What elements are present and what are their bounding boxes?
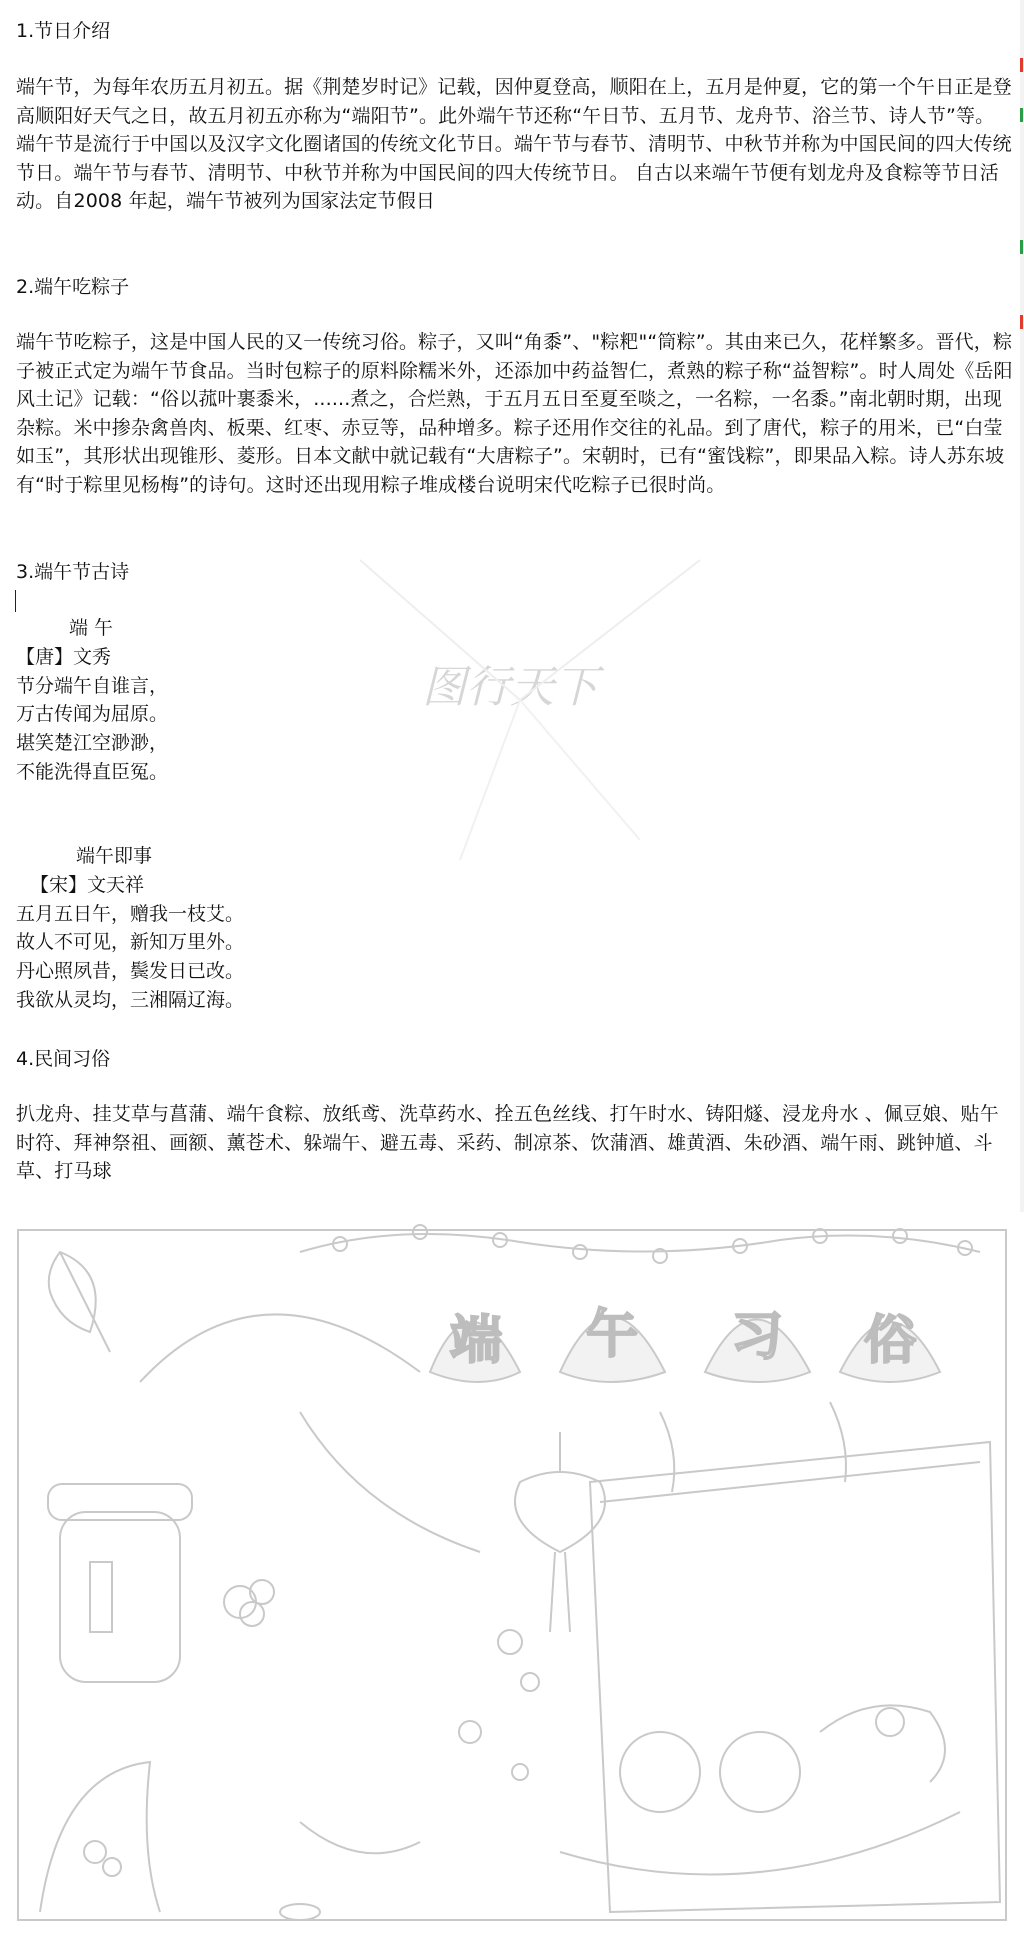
scroll-mark — [1020, 315, 1023, 329]
scroll-mark — [1020, 58, 1023, 72]
title-char: 午 — [585, 1305, 639, 1365]
poem-line: 节分端午自谁言， — [16, 674, 169, 697]
poem-title: 端 午 — [69, 617, 114, 639]
poem-line: 五月五日午，赠我一枝艾。 — [16, 902, 245, 925]
text-cursor — [15, 590, 16, 612]
scroll-mark — [1020, 108, 1023, 122]
section-paragraph: 端午节，为每年农历五月初五。据《荆楚岁时记》记载，因仲夏登高，顺阳在上，五月是仲夏，它的第一个午日正是登高顺阳好天气之日，故五月初五亦称为“端阳节”。此外端午节还称“午日节、五月节、龙舟节、浴兰节、诗人节”等。 端午节是流行于中国以及汉字文化圈诸国的传统文化节日。端午节与春节、清明节、中秋节并称为中国民间的四大传统节日。端午节与春节、清明节、中秋节并称为中国民间的四大传统节日。 自古以来端午节便有划龙舟及食粽等节日活动。自2008 年起，端午节被列为国家法定节假日 — [16, 76, 1012, 213]
watermark-text: 图行天下 — [422, 662, 598, 713]
title-char: 俗 — [863, 1311, 917, 1371]
watermark-logo — [390, 650, 630, 730]
poem-block — [16, 842, 244, 1015]
section-heading: 4.民间习俗 — [16, 1048, 111, 1070]
poem-line: 故人不可见，新知万里外。 — [16, 931, 245, 954]
title-char: 习 — [730, 1307, 784, 1367]
section-heading: 2.端午吃粽子 — [16, 276, 130, 298]
section-paragraph: 端午节吃粽子，这是中国人民的又一传统习俗。粽子，又叫“角黍”、"粽粑"“筒粽”。其由来已久，花样繁多。晋代，粽子被正式定为端午节食品。当时包粽子的原料除糯米外，还添加中药益智仁，煮熟的粽子称“益智粽”。时人周处《岳阳风土记》记载：“俗以菰叶裹黍米，......煮之，合烂熟，于五月五日至夏至啖之，一名粽，一名黍。”南北朝时期，出现杂粽。米中掺杂禽兽肉、板栗、红枣、赤豆等，品种增多。粽子还用作交往的礼品。到了唐代，粽子的用米，已“白莹如玉”，其形状出现锥形、菱形。日本文献中就记载有“大唐粽子”。宋朝时，已有“蜜饯粽”，即果品入粽。诗人苏东坡有“时于粽里见杨梅”的诗句。这时还出现用粽子堆成楼台说明宋代吃粽子已很时尚。 — [16, 331, 1013, 496]
section-heading: 3.端午节古诗 — [16, 561, 130, 583]
poem-line: 丹心照夙昔，鬓发日已改。 — [16, 960, 245, 983]
poem-line: 堪笑楚江空渺渺， — [16, 732, 169, 755]
poem-line: 万古传闻为屈原。 — [16, 703, 169, 726]
title-char: 端 — [449, 1311, 503, 1371]
section-heading: 1.节日介绍 — [16, 20, 111, 42]
poem-title: 端午即事 — [76, 845, 153, 867]
poem-block — [16, 614, 168, 787]
scrollbar-track[interactable] — [1020, 0, 1024, 1212]
poem-line: 我欲从灵均，三湘隔辽海。 — [16, 988, 245, 1011]
poem-author: 【唐】文秀 — [16, 645, 112, 668]
poem-line: 不能洗得直臣冤。 — [16, 760, 169, 783]
section-paragraph: 扒龙舟、挂艾草与菖蒲、端午食粽、放纸鸢、洗草药水、拴五色丝线、打午时水、铸阳燧、浸龙舟水 、佩豆娘、贴午时符、拜神祭祖、画额、薰苍术、躲端午、避五毒、采药、制凉茶、饮蒲酒、雄黄酒、朱砂酒、端午雨、跳钟馗、斗草、打马球 — [16, 1103, 999, 1183]
poem-author: 【宋】文天祥 — [30, 873, 145, 896]
coloring-illustration — [0, 1212, 1024, 1938]
scroll-mark — [1020, 240, 1023, 254]
coloring-page — [0, 1212, 1024, 1938]
